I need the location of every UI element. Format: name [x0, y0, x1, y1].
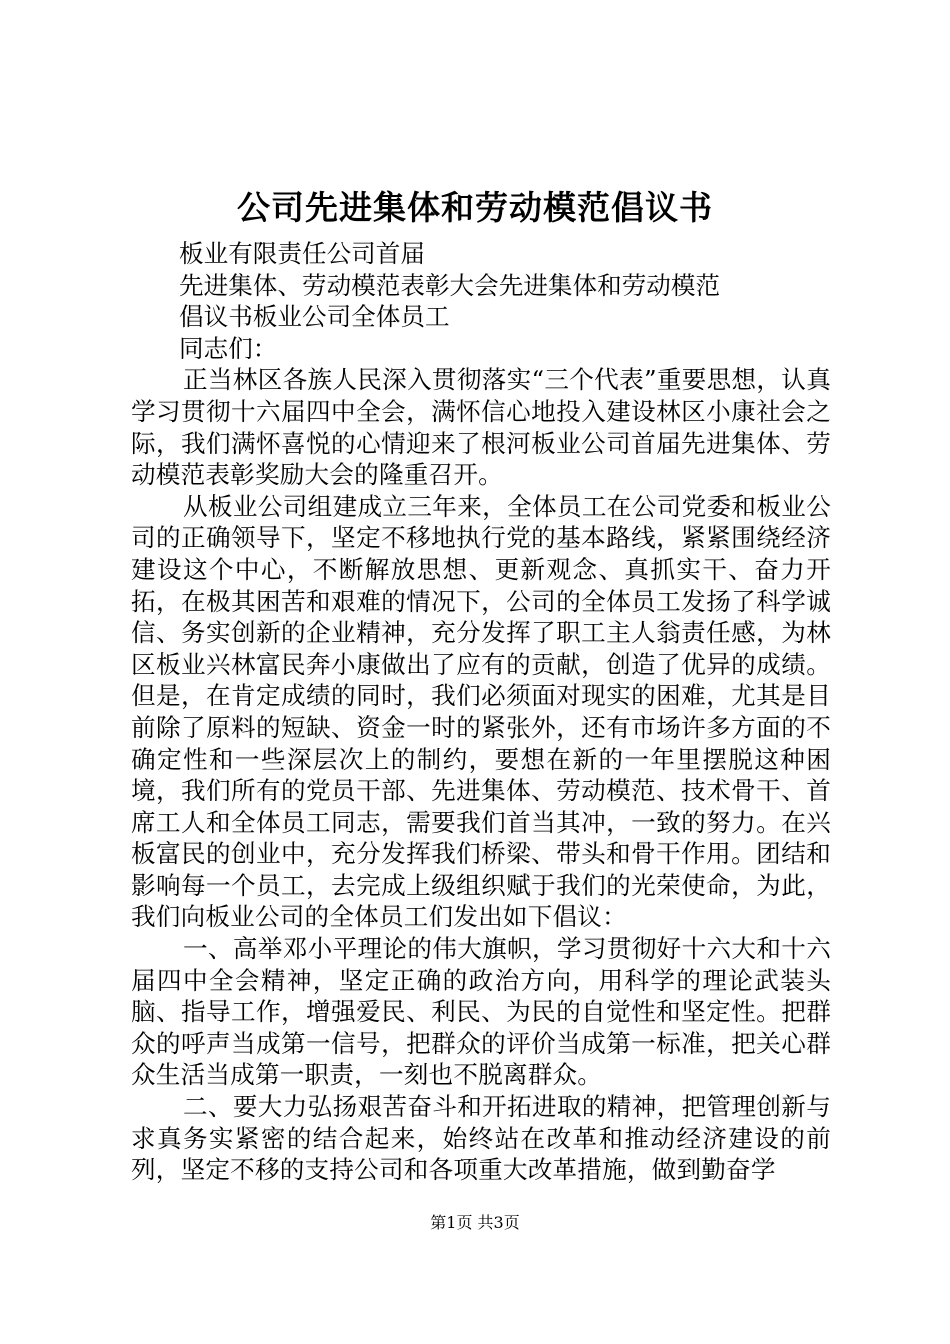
paragraph-opening: 正当林区各族人民深入贯彻落实“三个代表”重要思想，认真学习贯彻十六届四中全会，满怀信心地投入建设林区小康社会之际，我们满怀喜悦的心情迎来了根河板业公司首届先进集体、劳动模范表彰奖励大会的隆重召开。 [131, 365, 831, 490]
document-body [131, 238, 831, 1186]
intro-line-recipient: 倡议书板业公司全体员工 [179, 302, 450, 332]
paragraph-proposal-1: 一、高举邓小平理论的伟大旗帜，学习贯彻好十六大和十六届四中全会精神，坚定正确的政治方向，用科学的理论武装头脑、指导工作，增强爱民、利民、为民的自觉性和坚定性。把群众的呼声当成第一信号，把群众的评价当成第一标准，把关心群众生活当成第一职责，一刻也不脱离群众。 [131, 934, 831, 1090]
page-number-footer: 第1页 共3页 [430, 1213, 520, 1232]
intro-line-company: 板业有限责任公司首届 [179, 239, 425, 268]
paragraph-proposal-2: 二、要大力弘扬艰苦奋斗和开拓进取的精神，把管理创新与求真务实紧密的结合起来，始终站在改革和推动经济建设的前列，坚定不移的支持公司和各项重大改革措施，做到勤奋学 [131, 1092, 831, 1185]
intro-line-event: 先进集体、劳动模范表彰大会先进集体和劳动模范 [179, 270, 721, 300]
document-title: 公司先进集体和劳动模范倡议书 [237, 188, 713, 227]
paragraph-achievements: 从板业公司组建成立三年来，全体员工在公司党委和板业公司的正确领导下，坚定不移地执行党的基本路线，紧紧围绕经济建设这个中心，不断解放思想、更新观念、真抓实干、奋力开拓，在极其困苦和艰难的情况下，公司的全体员工发扬了科学诚信、务实创新的企业精神，充分发挥了职工主人翁责任感，为林区板业兴林富民奔小康做出了应有的贡献，创造了优异的成绩。但是，在肯定成绩的同时，我们必须面对现实的困难，尤其是目前除了原料的短缺、资金一时的紧张外，还有市场许多方面的不确定性和一些深层次上的制约，要想在新的一年里摆脱这种困境，我们所有的党员干部、先进集体、劳动模范、技术骨干、首席工人和全体员工同志，需要我们首当其冲，一致的努力。在兴板富民的创业中，充分发挥我们桥梁、带头和骨干作用。团结和影响每一个员工，去完成上级组织赋于我们的光荣使命，为此，我们向板业公司的全体员工们发出如下倡议： [131, 491, 831, 932]
salutation: 同志们： [179, 333, 278, 363]
